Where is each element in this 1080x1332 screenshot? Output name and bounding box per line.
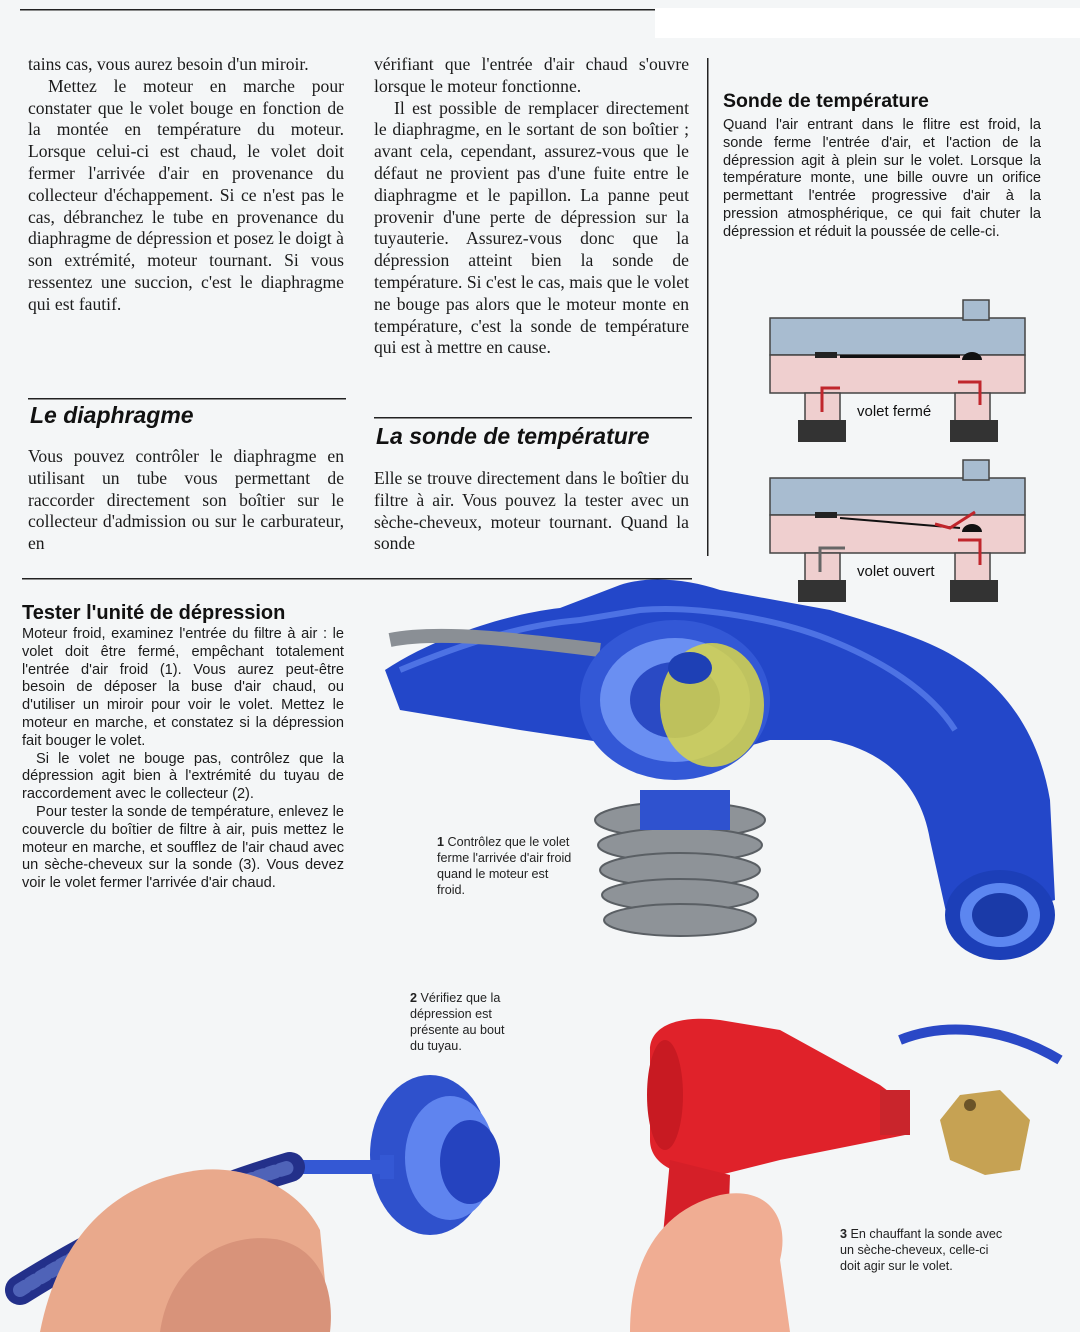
middle-para-2: Il est possible de remplacer directement le diaphragme, en le sortant de son boîtier ; avant cela, cependant, assurez-vous que le défaut ne provient pas d'une fuite entre le diaphragme et le papillon. La panne peut provenir d'une perte de dépression sur la tuyauterie. Assurez-vous donc que la dépression atteint bien la sonde de température. Si c'est le cas, mais que le volet ne bouge pas alors que le moteur monte en température, c'est la sonde de température qui est à mettre en cause.	[374, 97, 689, 358]
diagram-label-ouvert: volet ouvert	[857, 563, 935, 580]
vacuum-unit-illustration	[20, 1075, 500, 1332]
column-left-bottom	[28, 446, 344, 555]
sonde-diagram-bottom	[770, 460, 1025, 602]
test-sidebar-body	[22, 626, 344, 893]
caption-1-text: Contrôlez que le volet ferme l'arrivée d'air froid quand le moteur est froid.	[437, 835, 572, 897]
sonde-sidebar-title: Sonde de température	[723, 90, 929, 112]
column-middle	[374, 54, 689, 359]
caption-2-text: Vérifiez que la dépression est présente au bout du tuyau.	[410, 991, 505, 1053]
caption-3-text: En chauffant la sonde avec un sèche-cheveux, celle-ci doit agir sur le volet.	[840, 1227, 1003, 1273]
sonde-sidebar-text: Quand l'air entrant dans le flitre est froid, la sonde ferme l'entrée d'air, et l'action de la dépression agit à plein sur le volet. Lorsque la température monte, une bille ouvre un orifice permettant l'entrée progressive d'air à la pression atmosphérique, ce qui fait chuter la dépression et réduit la poussée de celle-ci.	[723, 117, 1041, 240]
caption-1	[437, 834, 572, 898]
caption-2	[410, 990, 520, 1054]
heading-diaphragme: Le diaphragme	[30, 402, 194, 428]
caption-2-number: 2	[410, 991, 418, 1005]
air-intake-illustration	[385, 580, 1055, 960]
heading-sonde: La sonde de température	[376, 423, 650, 449]
middle-para-3: Elle se trouve directement dans le boîtier du filtre à air. Vous pouvez la tester avec un sèche-cheveux, moteur tournant. Quand la sonde	[374, 468, 689, 554]
test-para-3: Pour tester la sonde de température, enlevez le couvercle du boîtier de filtre à air, puis mettez le moteur en marche, et soufflez de l'air chaud avec un sèche-cheveux sur la sonde (3). Vous devez voir le volet fermer l'arrivée d'air chaud.	[22, 803, 344, 892]
caption-1-number: 1	[437, 835, 445, 849]
left-para-2: Mettez le moteur en marche pour constater que le volet bouge en fonction de la montée en température du moteur. Lorsque celui-ci est chaud, le volet doit fermer l'arrivée d'air en provenance du collecteur d'échappement. Si ce n'est pas le cas, débranchez le tube en provenance du diaphragme de dépression et posez le doigt à son extrémité, moteur tournant. Si vous ressentez une succion, c'est le diaphragme qui est fautif.	[28, 75, 344, 314]
test-sidebar-title: Tester l'unité de dépression	[22, 602, 286, 624]
diagram-label-ferme: volet fermé	[857, 403, 932, 420]
left-para-1: tains cas, vous aurez besoin d'un miroir.	[28, 54, 309, 74]
caption-3-number: 3	[840, 1227, 848, 1241]
column-middle-bottom	[374, 468, 689, 555]
caption-3	[840, 1226, 1010, 1274]
column-left	[28, 54, 344, 316]
test-para-2: Si le volet ne bouge pas, contrôlez que la dépression agit bien à l'extrémité du tuyau de raccordement avec le collecteur (2).	[22, 750, 344, 803]
hair-dryer-illustration	[630, 1019, 1060, 1332]
sonde-sidebar-body	[723, 117, 1041, 242]
middle-para-1: vérifiant que l'entrée d'air chaud s'ouvre lorsque le moteur fonctionne.	[374, 54, 689, 96]
sonde-diagram-top	[770, 300, 1025, 442]
test-para-1: Moteur froid, examinez l'entrée du filtre à air : le volet doit être fermé, empêchant totalement l'entrée d'air froid (1). Vous aurez peut-être besoin de déposer la buse d'air chaud, ou d'utiliser un miroir pour voir le volet. Mettez le moteur en marche, et constatez si la dépression fait bouger le volet.	[22, 626, 344, 749]
left-para-3: Vous pouvez contrôler le diaphragme en utilisant un tube vous permettant de raccorder directement son boîtier sur le collecteur d'admission ou sur le carburateur, en	[28, 446, 344, 554]
